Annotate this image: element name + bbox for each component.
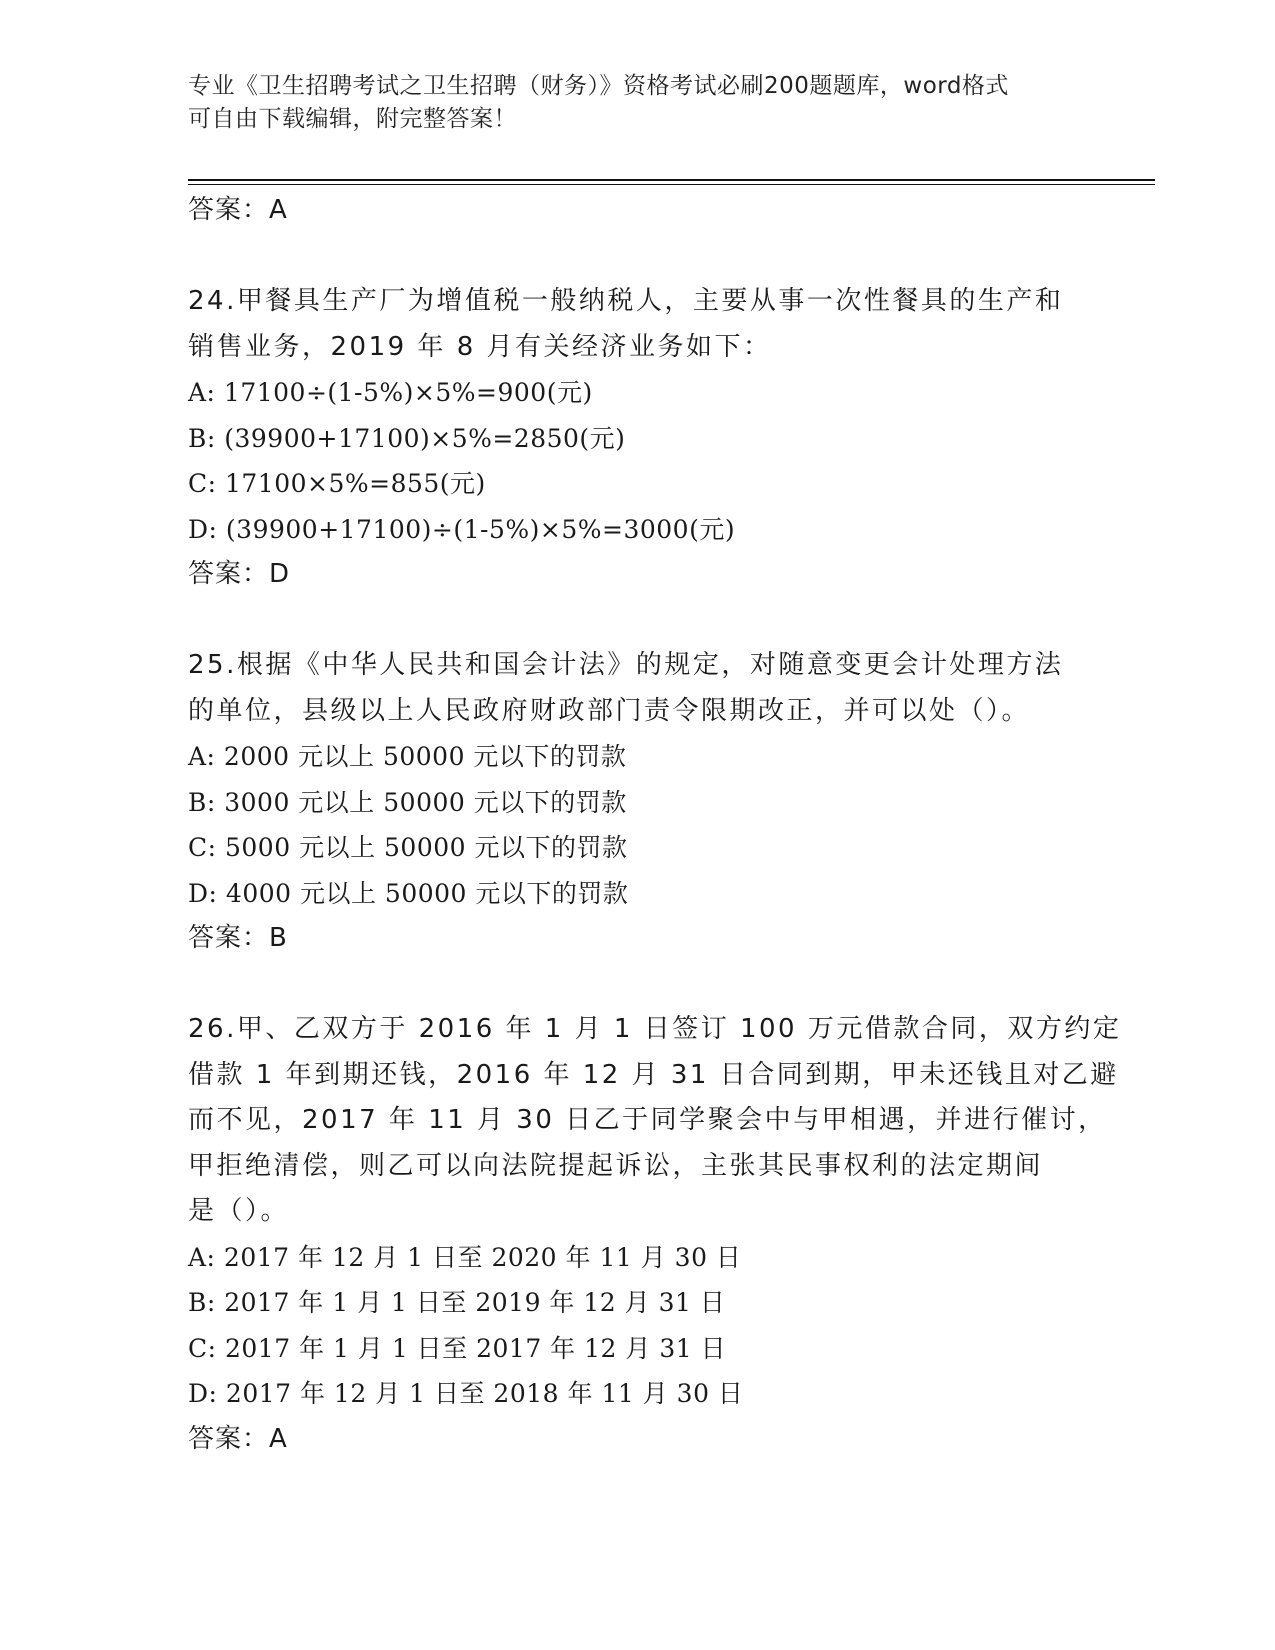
header-divider-thin	[188, 184, 1155, 185]
header-line-1: 专业《卫生招聘考试之卫生招聘（财务）》资格考试必刷200题题库，word格式	[188, 73, 1009, 99]
option-d: D: 2017 年 12 月 1 日至 2018 年 11 月 30 日	[188, 1379, 744, 1408]
answer: 答案：B	[188, 923, 288, 953]
page-header	[188, 70, 1088, 136]
option-a: A: 2017 年 12 月 1 日至 2020 年 11 月 30 日	[188, 1242, 742, 1272]
header-divider	[188, 179, 1155, 181]
option-b: B: 3000 元以上 50000 元以下的罚款	[188, 787, 627, 817]
answer: 答案：D	[188, 559, 291, 589]
question-stem-line: 甲拒绝清偿，则乙可以向法院提起诉讼，主张其民事权利的法定期间	[188, 1150, 1044, 1181]
previous-answer: 答案：A	[188, 195, 288, 225]
option-b: B: (39900+17100)×5%=2850(元)	[188, 423, 626, 453]
question-stem-line: 24.甲餐具生产厂为增值税一般纳税人，主要从事一次性餐具的生产和	[188, 286, 1064, 316]
question-26	[188, 1007, 1148, 1462]
question-25	[188, 643, 1148, 962]
question-stem-line: 是（）。	[188, 1196, 290, 1226]
spacer	[188, 962, 1148, 1008]
question-list	[188, 188, 1148, 1462]
question-stem-line: 25.根据《中华人民共和国会计法》的规定，对随意变更会计处理方法	[188, 650, 1064, 680]
answer: 答案：A	[188, 1423, 288, 1454]
option-a: A: 2000 元以上 50000 元以下的罚款	[188, 742, 627, 771]
question-stem-line: 26.甲、乙双方于 2016 年 1 月 1 日签订 100 万元借款合同，双方约定	[188, 1014, 1122, 1044]
question-24	[188, 279, 1148, 598]
option-b: B: 2017 年 1 月 1 日至 2019 年 12 月 31 日	[188, 1288, 726, 1317]
question-stem-line: 借款 1 年到期还钱，2016 年 12 月 31 日合同到期，甲未还钱且对乙避	[188, 1059, 1119, 1090]
question-stem-line: 销售业务，2019 年 8 月有关经济业务如下：	[188, 331, 772, 362]
question-stem-line: 的单位，县级以上人民政府财政部门责令限期改正，并可以处（）。	[188, 695, 1031, 726]
header-line-2: 可自由下载编辑，附完整答案！	[188, 106, 517, 132]
spacer	[188, 598, 1148, 644]
question-stem-line: 而不见，2017 年 11 月 30 日乙于同学聚会中与甲相遇，并进行催讨，	[188, 1105, 1107, 1135]
option-d: D: (39900+17100)÷(1-5%)×5%=3000(元)	[188, 514, 736, 544]
option-c: C: 17100×5%=855(元)	[188, 469, 486, 498]
spacer	[188, 234, 1148, 280]
option-c: C: 2017 年 1 月 1 日至 2017 年 12 月 31 日	[188, 1333, 727, 1363]
option-d: D: 4000 元以上 50000 元以下的罚款	[188, 878, 629, 908]
option-c: C: 5000 元以上 50000 元以下的罚款	[188, 833, 628, 862]
option-a: A: 17100÷(1-5%)×5%=900(元)	[188, 378, 593, 407]
